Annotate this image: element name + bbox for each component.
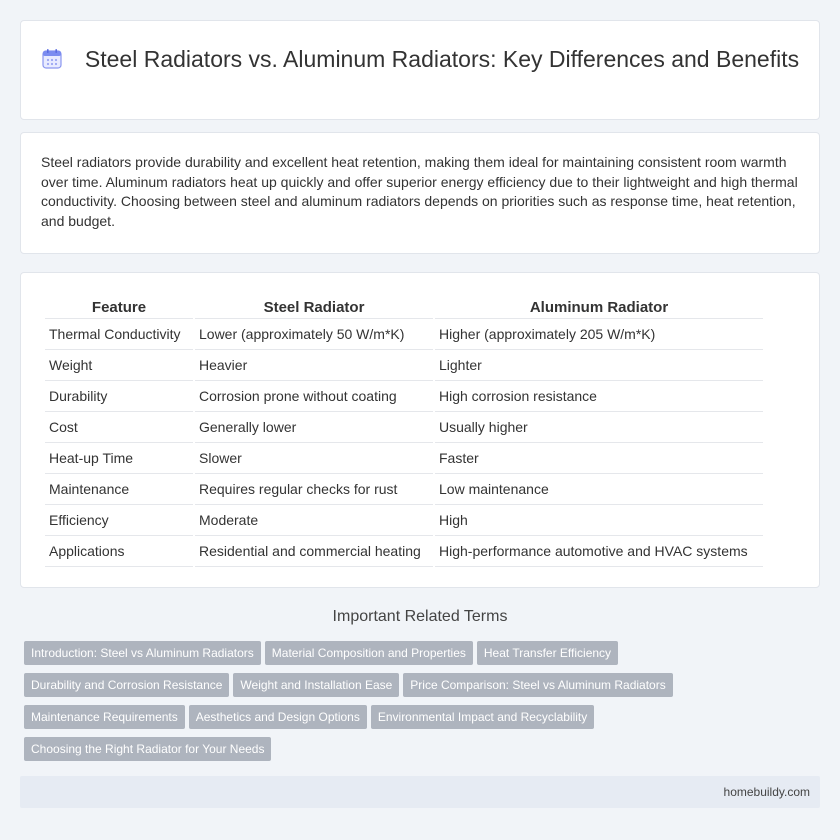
related-tag[interactable]: Durability and Corrosion Resistance: [24, 673, 229, 697]
header-feature: Feature: [45, 293, 193, 319]
cell-steel: Corrosion prone without coating: [195, 381, 433, 412]
cell-feature: Heat-up Time: [45, 443, 193, 474]
tag-row: [24, 737, 814, 769]
cell-feature: Maintenance: [45, 474, 193, 505]
comparison-table: [43, 293, 765, 567]
cell-aluminum: Lighter: [435, 350, 763, 381]
related-terms-tags: [24, 641, 814, 769]
comparison-table-card: [20, 272, 820, 588]
cell-steel: Slower: [195, 443, 433, 474]
cell-steel: Requires regular checks for rust: [195, 474, 433, 505]
footer: [20, 776, 820, 808]
page-title: [21, 45, 819, 74]
table-header-row: [45, 293, 763, 319]
table-row: [45, 505, 763, 536]
cell-steel: Lower (approximately 50 W/m*K): [195, 319, 433, 350]
header-aluminum: Aluminum Radiator: [435, 293, 763, 319]
cell-aluminum: Higher (approximately 205 W/m*K): [435, 319, 763, 350]
cell-aluminum: High corrosion resistance: [435, 381, 763, 412]
cell-steel: Generally lower: [195, 412, 433, 443]
tag-row: [24, 641, 814, 673]
related-terms-title: Important Related Terms: [332, 608, 508, 625]
cell-feature: Applications: [45, 536, 193, 567]
intro-card: [20, 132, 820, 254]
related-tag[interactable]: Introduction: Steel vs Aluminum Radiators: [24, 641, 261, 665]
footer-site-link[interactable]: homebuildy.com: [723, 785, 810, 799]
cell-steel: Residential and commercial heating: [195, 536, 433, 567]
table-row: [45, 381, 763, 412]
header-card: [20, 20, 820, 120]
cell-feature: Thermal Conductivity: [45, 319, 193, 350]
table-row: [45, 536, 763, 567]
cell-aluminum: High: [435, 505, 763, 536]
cell-steel: Moderate: [195, 505, 433, 536]
cell-feature: Durability: [45, 381, 193, 412]
cell-feature: Efficiency: [45, 505, 193, 536]
cell-feature: Cost: [45, 412, 193, 443]
cell-aluminum: High-performance automotive and HVAC systems: [435, 536, 763, 567]
tag-row: [24, 673, 814, 705]
tag-row: [24, 705, 814, 737]
calendar-icon: [41, 48, 63, 70]
related-tag[interactable]: Choosing the Right Radiator for Your Needs: [24, 737, 271, 761]
related-tag[interactable]: Price Comparison: Steel vs Aluminum Radiators: [403, 673, 672, 697]
table-row: [45, 443, 763, 474]
related-tag[interactable]: Maintenance Requirements: [24, 705, 185, 729]
page-title-text: Steel Radiators vs. Aluminum Radiators: Key Differences and Benefits: [84, 46, 800, 72]
table-row: [45, 319, 763, 350]
table-row: [45, 412, 763, 443]
table-row: [45, 350, 763, 381]
related-tag[interactable]: Aesthetics and Design Options: [189, 705, 367, 729]
cell-aluminum: Low maintenance: [435, 474, 763, 505]
cell-feature: Weight: [45, 350, 193, 381]
related-tag[interactable]: Environmental Impact and Recyclability: [371, 705, 594, 729]
related-tag[interactable]: Weight and Installation Ease: [233, 673, 399, 697]
cell-steel: Heavier: [195, 350, 433, 381]
cell-aluminum: Usually higher: [435, 412, 763, 443]
intro-text: Steel radiators provide durability and excellent heat retention, making them ideal for maintaining consistent room warmth over time. Aluminum radiators heat up quickly and offer superior energy efficiency due to their lightweight and high thermal conductivity. Choosing between steel and aluminum radiators depends on priorities such as response time, heat retention, and budget.: [41, 154, 798, 229]
header-steel: Steel Radiator: [195, 293, 433, 319]
title-wrap: [21, 45, 819, 74]
table-row: [45, 474, 763, 505]
cell-aluminum: Faster: [435, 443, 763, 474]
related-tag[interactable]: Material Composition and Properties: [265, 641, 473, 665]
related-tag[interactable]: Heat Transfer Efficiency: [477, 641, 618, 665]
